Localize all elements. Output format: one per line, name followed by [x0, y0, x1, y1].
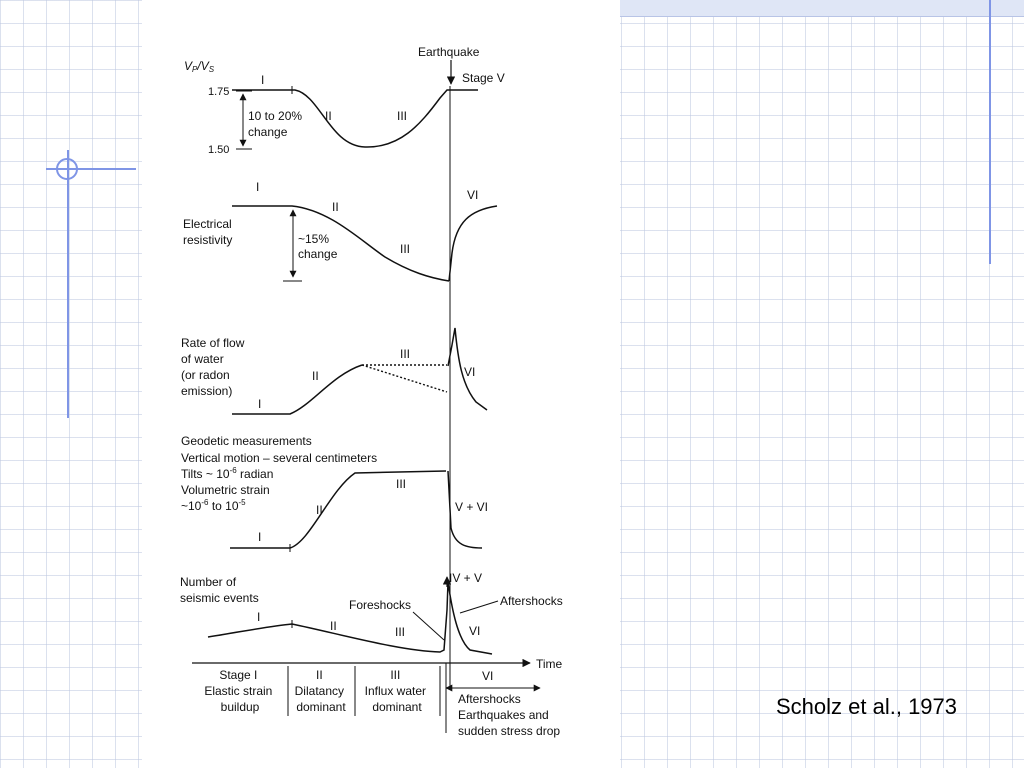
aftershocks-pointer	[460, 601, 498, 613]
water-flow-stage-vi: VI	[464, 365, 476, 379]
precursor-stages-diagram	[142, 0, 620, 768]
crosshair-ornament	[56, 158, 78, 180]
foreshocks-pointer	[413, 612, 444, 640]
vp-vs-stage-i: I	[261, 73, 265, 87]
vp-vs-stage-iii: III	[397, 109, 408, 123]
stage-vi-description: Aftershocks Earthquakes and sudden stress drop	[458, 692, 561, 738]
resistivity-stage-vi: VI	[467, 188, 479, 202]
stage-i-description: Stage I Elastic strain buildup	[204, 668, 273, 714]
resistivity-curve	[232, 206, 449, 281]
diagram-panel	[142, 0, 620, 768]
vp-vs-panel	[184, 59, 478, 156]
geodetic-panel	[181, 434, 488, 552]
citation: Scholz et al., 1973	[776, 694, 958, 719]
water-flow-curve	[232, 365, 362, 414]
stage-ii-description: II Dilatancy dominant	[294, 668, 346, 714]
water-flow-stage-i: I	[258, 397, 262, 411]
resistivity-change-line2: change	[298, 247, 338, 261]
stage-vi-label: VI	[482, 669, 494, 683]
geodetic-stage-iii: III	[396, 477, 407, 491]
seismic-stage-iii: III	[395, 625, 406, 639]
geodetic-stage-ii: II	[316, 503, 323, 517]
resistivity-stage-iii: III	[400, 242, 411, 256]
vp-vs-change-line1: 10 to 20%	[248, 109, 303, 123]
vp-vs-stage-ii: II	[325, 109, 332, 123]
earthquake-label: Earthquake	[418, 45, 480, 59]
water-flow-panel	[181, 328, 487, 414]
vp-vs-axis-label: VP/VS	[184, 59, 215, 74]
water-flow-lower-dotted	[362, 365, 447, 392]
time-axis	[192, 657, 563, 738]
stage-iii-description: III Influx water dominant	[364, 668, 427, 714]
seismic-peak-label: IV + V	[449, 571, 483, 585]
aftershocks-label: Aftershocks	[500, 594, 563, 608]
resistivity-label: Electrical resistivity	[183, 217, 233, 247]
vp-vs-tick-175: 1.75	[208, 86, 230, 98]
time-axis-label: Time	[536, 657, 563, 671]
seismic-stage-ii: II	[330, 619, 337, 633]
accent-vertical-line-right	[989, 0, 991, 264]
resistivity-change-line1: ~15%	[298, 232, 330, 246]
slide-header-band	[620, 0, 1024, 17]
geodetic-label: Geodetic measurements Vertical motion – several centimeters Tilts ~ $10^{-6}$ radian Volumetric strain $\sim 10^{-6}$ to $10^{-5}$	[181, 434, 378, 513]
water-flow-stage-ii: II	[312, 369, 319, 383]
vp-vs-tick-150: 1.50	[208, 144, 230, 156]
seismic-label: Number of seismic events	[180, 575, 259, 605]
water-flow-label: Rate of flow of water (or radon emission)	[181, 336, 245, 398]
resistivity-stage-i: I	[256, 180, 260, 194]
seismic-stage-i: I	[257, 610, 261, 624]
seismic-panel	[180, 571, 563, 654]
geodetic-stage-v-vi: V + VI	[455, 500, 489, 514]
water-flow-stage-iii: III	[400, 347, 411, 361]
vp-vs-change-line2: change	[248, 125, 288, 139]
accent-vertical-line-left	[67, 150, 69, 418]
stage-v-label: Stage V	[462, 71, 505, 85]
geodetic-stage-i: I	[258, 530, 262, 544]
foreshocks-label: Foreshocks	[349, 598, 412, 612]
resistivity-stage-ii: II	[332, 200, 339, 214]
seismic-stage-vi: VI	[469, 624, 481, 638]
resistivity-recovery-curve	[449, 206, 497, 281]
